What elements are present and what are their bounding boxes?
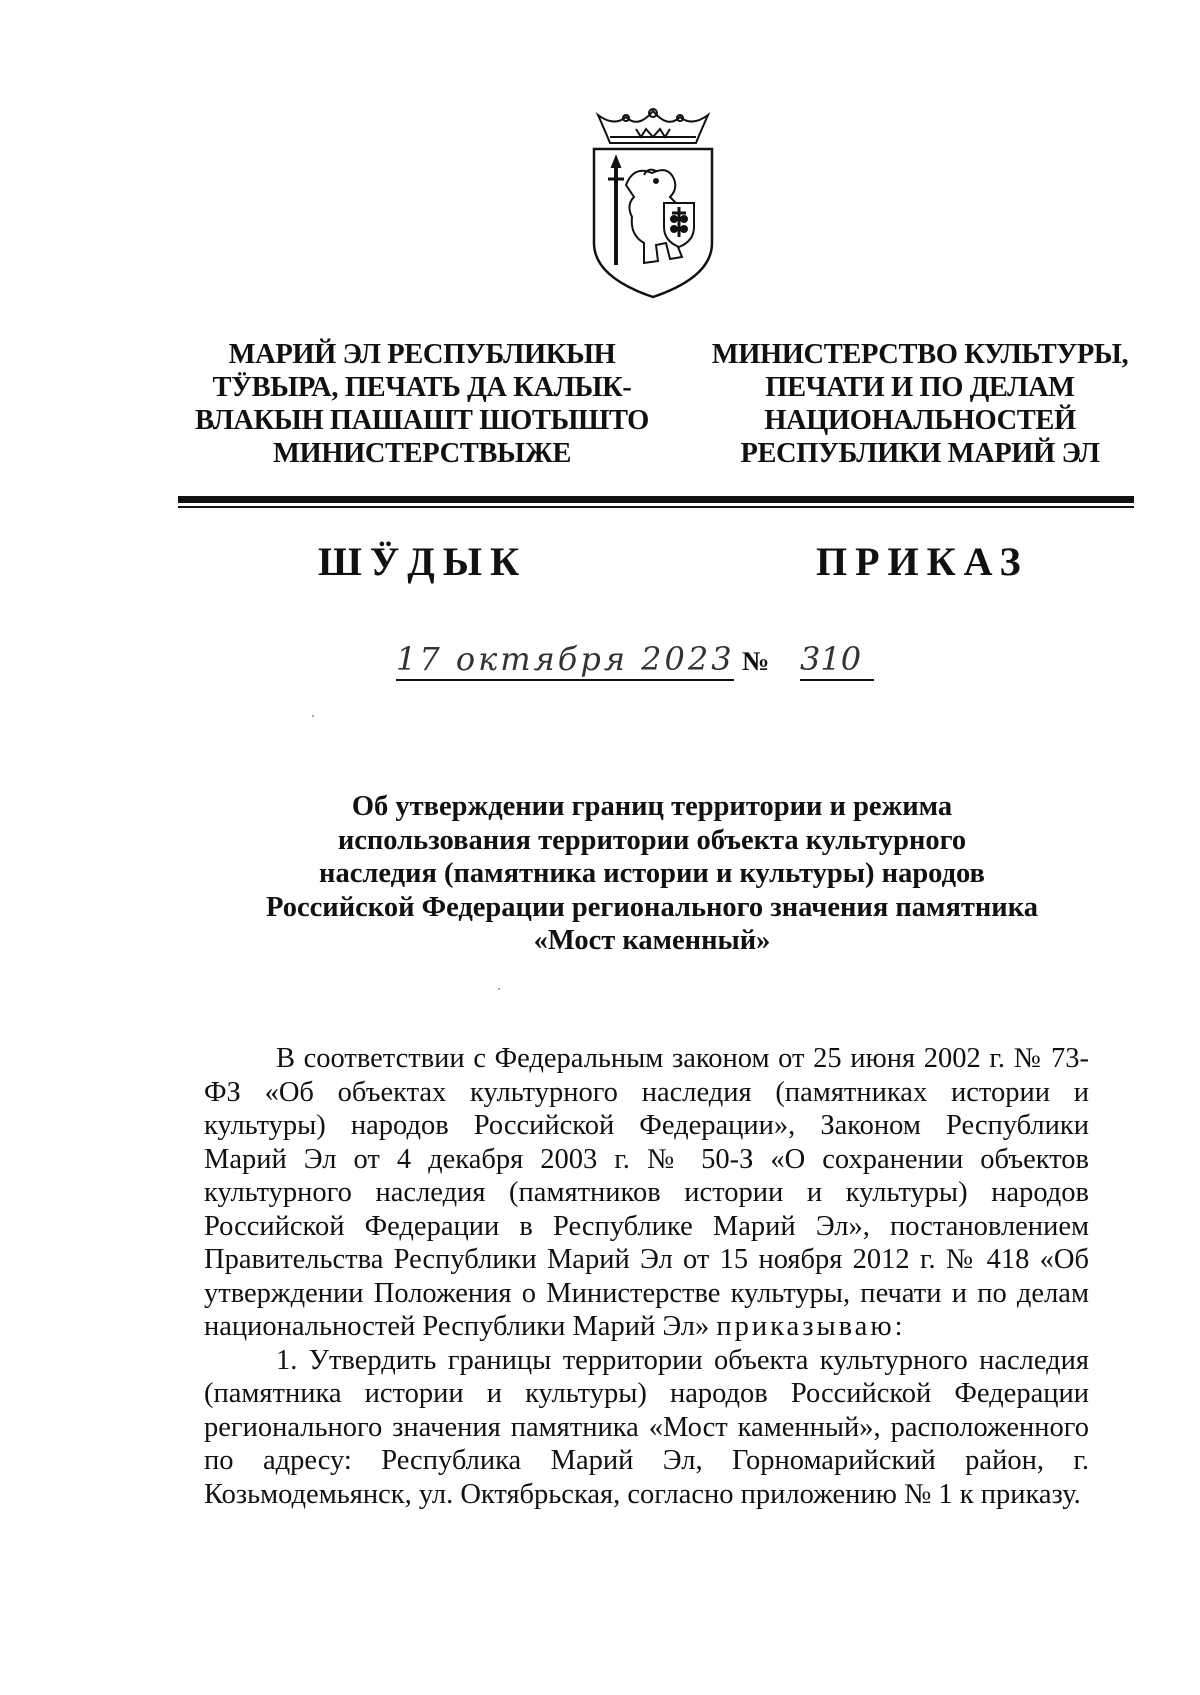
scan-speck xyxy=(312,715,314,717)
scan-speck xyxy=(498,988,500,990)
handwritten-number: 310 xyxy=(800,640,874,681)
item-1-paragraph: 1. Утвердить границы территории объекта культурного наследия (памятника истории и культуры) народов Российской Федерации регионального значения памятника «Мост каменный», расположенного по адресу: Республика Марий Эл, Горномарийский район, г. Козьмодемьянск, ул. Октябрьская, согласно приложению № 1 к приказу. xyxy=(204,1344,1089,1510)
handwritten-date: 17 октября 2023 xyxy=(396,640,734,681)
organization-name-russian: МИНИСТЕРСТВО КУЛЬТУРЫ, ПЕЧАТИ И ПО ДЕЛАМ НАЦИОНАЛЬНОСТЕЙ РЕСПУБЛИКИ МАРИЙ ЭЛ xyxy=(711,339,1129,469)
number-sign: № xyxy=(742,646,770,676)
coat-of-arms-emblem xyxy=(586,105,720,301)
organization-name-mari: МАРИЙ ЭЛ РЕСПУБЛИКЫН ТӰВЫРА, ПЕЧАТЬ ДА КАЛЫК- ВЛАКЫН ПАШАШТ ШОТЫШТО МИНИСТЕРСТВЫЖЕ xyxy=(195,339,649,469)
header-divider xyxy=(178,496,1134,503)
header-divider-thin xyxy=(178,506,1134,508)
order-word: приказываю: xyxy=(716,1311,906,1342)
document-type-mari: ШӰДЫК xyxy=(318,539,528,584)
registration-line xyxy=(0,638,1200,688)
preamble-text: В соответствии с Федеральным законом от 25 июня 2002 г. № 73-ФЗ «Об объектах культурного наследия (памятниках истории и культуры) народов Российской Федерации», Законом Республики Марий Эл от 4 декабря 2003 г. № 50-З «О сохранении объектов культурного наследия (памятников истории и культуры) народов Российской Федерации в Республике Марий Эл», постановлением Правительства Республики Марий Эл от 15 ноября 2012 г. № 418 «Об утверждении Положения о Министерстве культуры, печати и по делам национальностей Республики Марий Эл» xyxy=(204,1043,1089,1342)
document-body xyxy=(204,1042,1089,1511)
preamble-paragraph xyxy=(204,1042,1089,1344)
document-type-russian: ПРИКАЗ xyxy=(816,539,1029,584)
document-title: Об утверждении границ территории и режима использования территории объекта культурного наследия (памятника истории и культуры) народов Российской Федерации регионального значения памятника «Мост каменный» xyxy=(266,791,1038,956)
